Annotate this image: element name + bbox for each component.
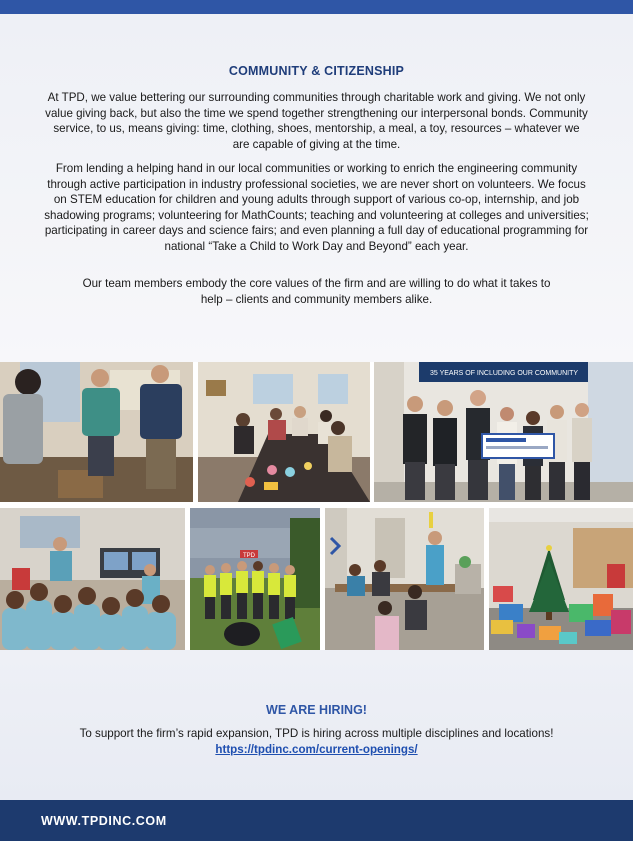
current-openings-link[interactable]: https://tpdinc.com/current-openings/	[215, 743, 418, 756]
hiring-title: WE ARE HIRING!	[266, 703, 367, 717]
footer-bar	[0, 800, 633, 841]
photo-students-building-project	[0, 362, 193, 502]
community-paragraph-2: From lending a helping hand in our local communities or working to enrich the engineering community through active participation in industry professional societies, we are never short on volunteers. We focus on STEM education for children and young adults through support of various co-op, internship, and job shadowing programs; volunteering for MathCounts; teaching and volunteering at colleges and universities; participating in career days and science fairs; and even planning a full day of educational programming for national “Take a Child to Work Day and Beyond” each year.	[44, 162, 589, 253]
photo-holiday-toy-drive	[489, 508, 633, 650]
community-paragraph-1: At TPD, we value bettering our surrounding communities through charitable work and giving. We not only value giving back, but also the time we spend together strengthening our interpersonal bonds. Community service, to us, means giving: time, clothing, shoes, mentorship, a meal, a toy, resources – whatever we are capable of giving at the time.	[45, 91, 588, 151]
photo-students-office-visit	[0, 508, 185, 650]
community-paragraph-3: Our team members embody the core values of the firm and are willing to do what it takes to help – clients and community members alike.	[82, 277, 551, 306]
community-title: COMMUNITY & CITIZENSHIP	[228, 64, 405, 78]
photo-check-presentation	[374, 362, 633, 502]
top-accent-bar	[0, 0, 633, 14]
footer-website-link[interactable]: WWW.TPDINC.COM	[41, 814, 167, 828]
banner-text: 35 YEARS OF INCLUDING OUR COMMUNITY	[429, 370, 579, 377]
photo-cleanup-volunteers	[190, 508, 320, 650]
hiring-text: To support the firm’s rapid expansion, TPD is hiring across multiple disciplines and locations!	[79, 727, 554, 740]
hiring-section-background	[0, 650, 633, 800]
photo-team-table-event	[198, 362, 370, 502]
photo-classroom-trophy	[325, 508, 484, 650]
sign-text: TPD	[243, 553, 255, 559]
